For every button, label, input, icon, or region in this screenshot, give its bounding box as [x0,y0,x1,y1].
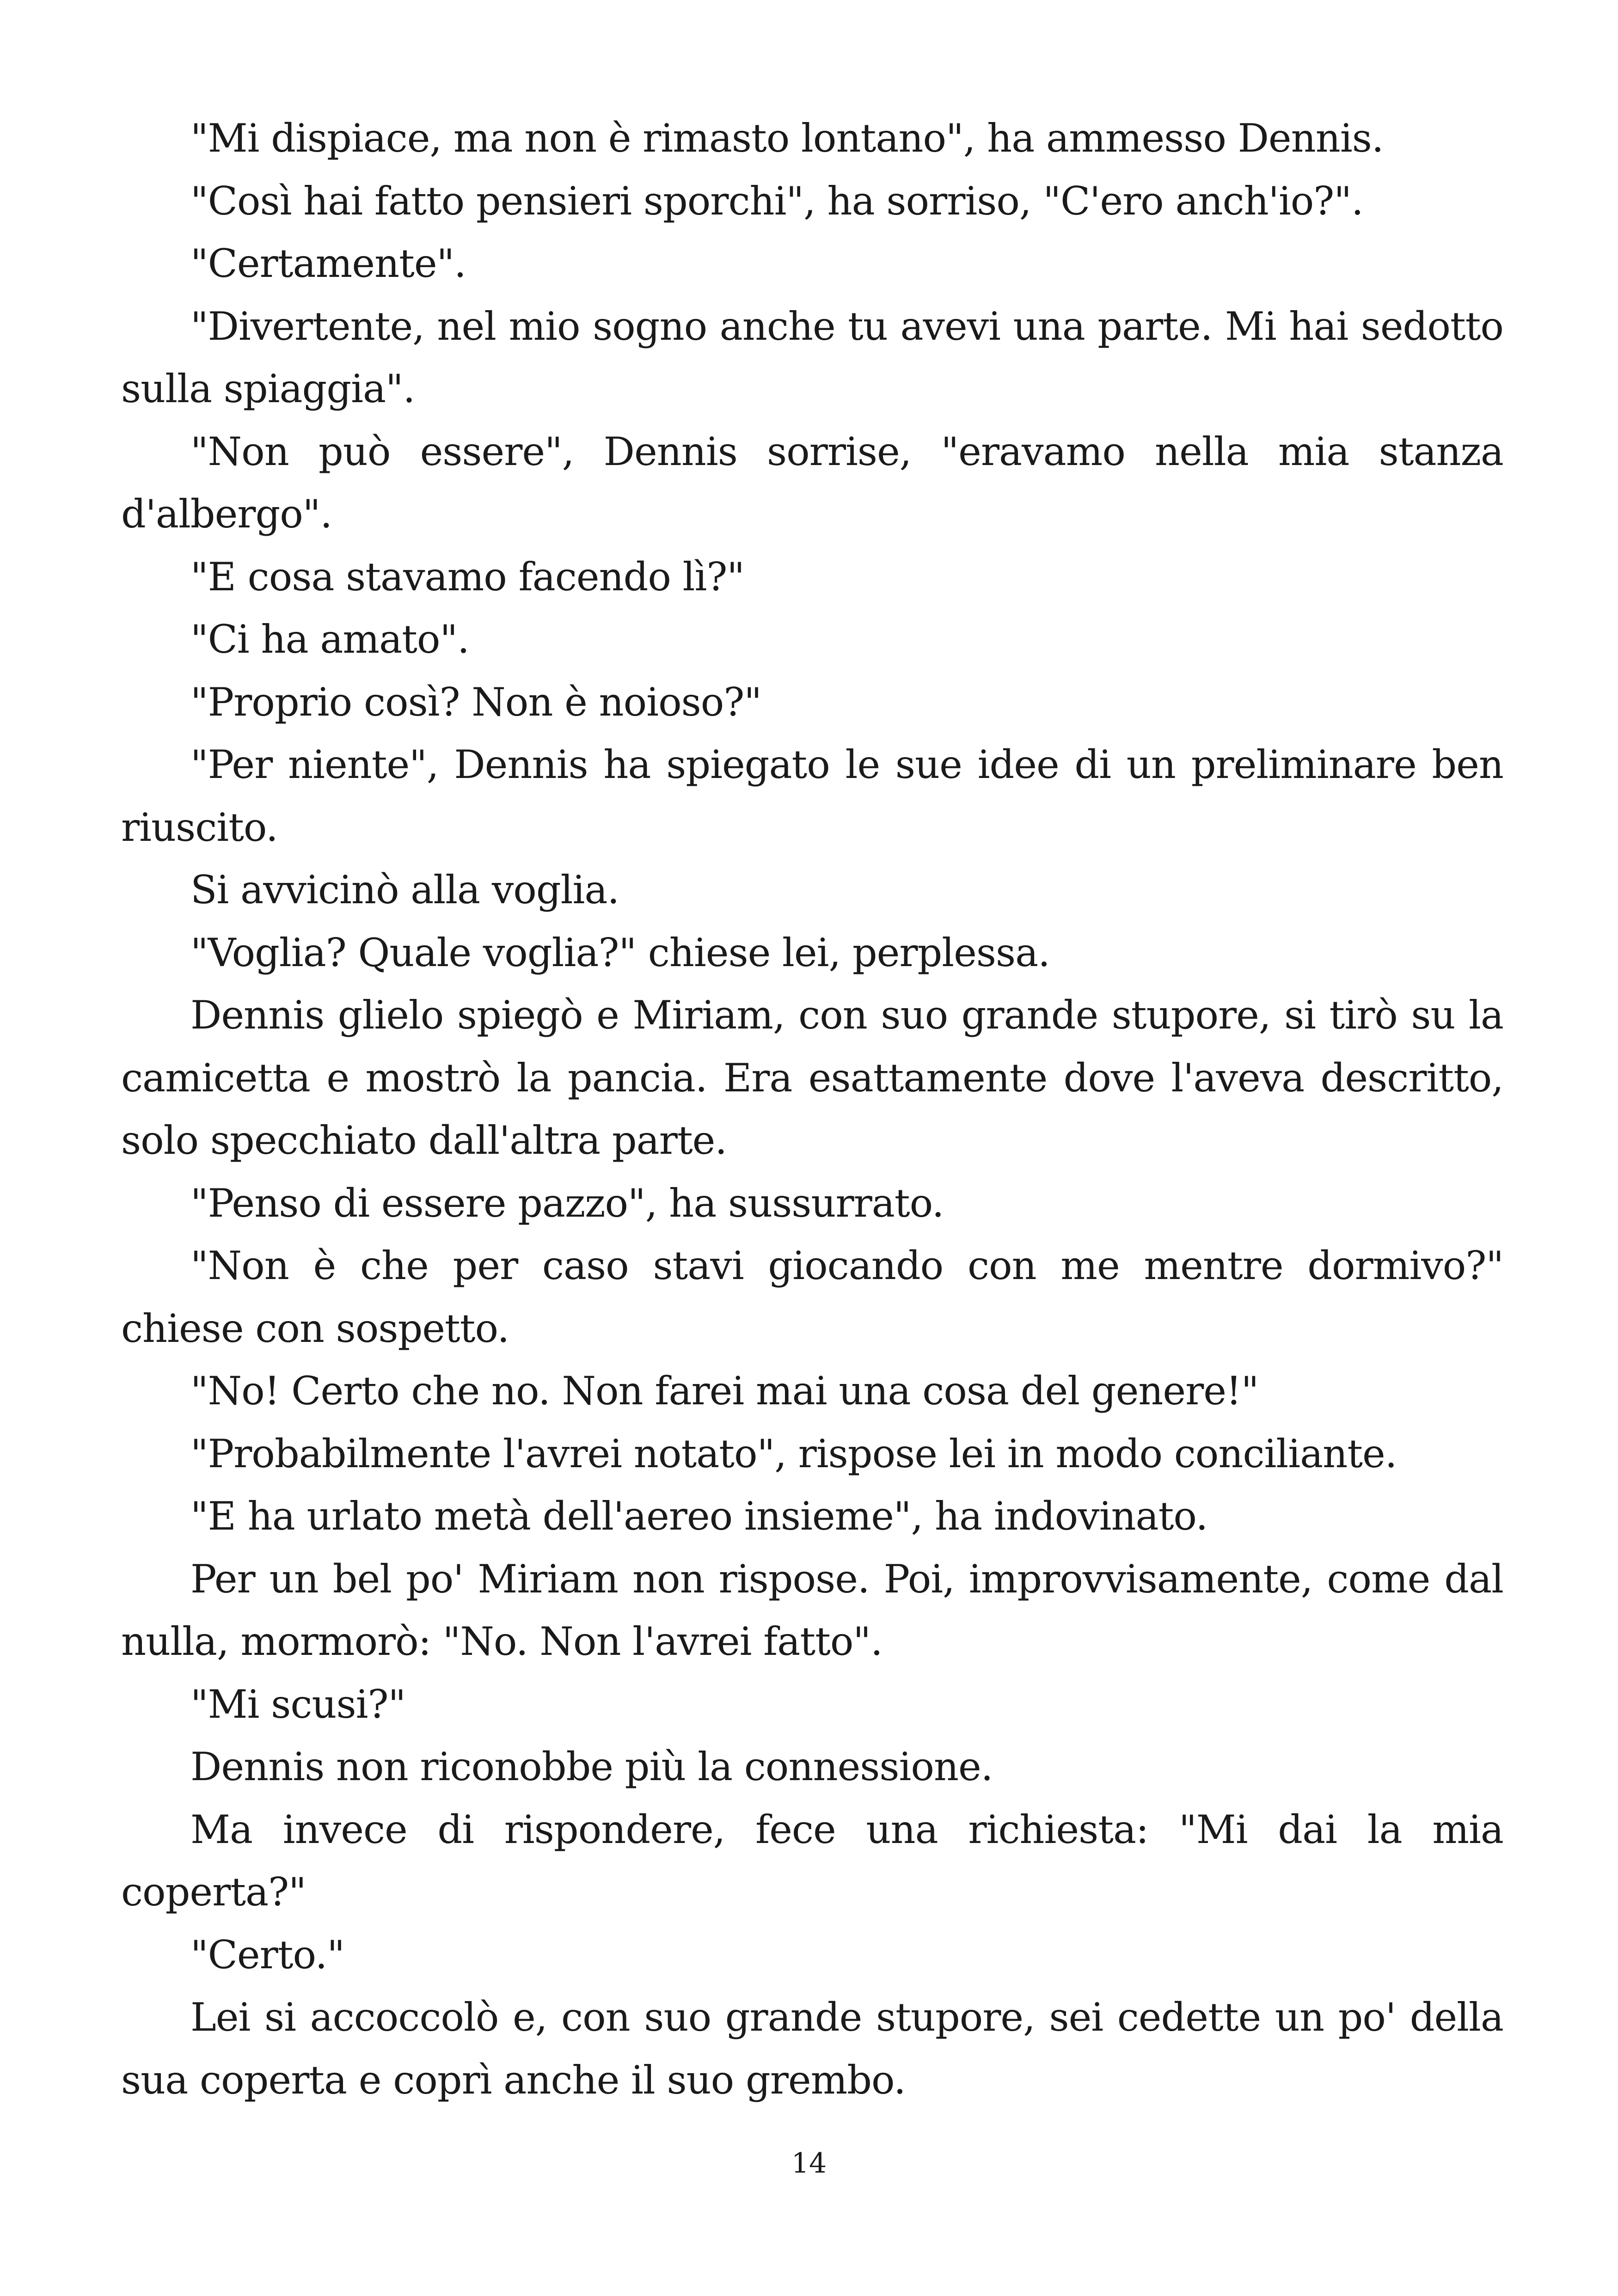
paragraph: "Certo." [190,1932,344,1978]
paragraph: Si avvicinò alla voglia. [190,867,619,912]
paragraph: "Non è che per caso stavi giocando con me mentre dormivo?" chiese con sospetto. [121,1243,1503,1351]
paragraph: "Per niente", Dennis ha spiegato le sue idee di un preliminare ben riuscito. [121,742,1503,850]
paragraph: Lei si accoccolò e, con suo grande stupore, sei cedette un po' della sua coperta e coprì anche il suo grembo. [121,1995,1503,2103]
paragraph: "Penso di essere pazzo", ha sussurrato. [190,1180,944,1226]
paragraph: "Ci ha amato". [190,617,469,662]
paragraph: "Proprio così? Non è noioso?" [190,679,762,725]
paragraph: Per un bel po' Miriam non rispose. Poi, improvvisamente, come dal nulla, mormorò: "No. Non l'avrei fatto". [121,1556,1503,1664]
paragraph: "Così hai fatto pensieri sporchi", ha sorriso, "C'ero anch'io?". [190,178,1363,224]
paragraph: "Voglia? Quale voglia?" chiese lei, perplessa. [190,930,1050,975]
paragraph: "Non può essere", Dennis sorrise, "eravamo nella mia stanza d'albergo". [121,429,1503,537]
paragraph: "E ha urlato metà dell'aereo insieme", ha indovinato. [190,1494,1208,1539]
paragraph: "Mi dispiace, ma non è rimasto lontano", ha ammesso Dennis. [190,116,1384,161]
paragraph: Dennis glielo spiegò e Miriam, con suo grande stupore, si tirò su la camicetta e mostrò la pancia. Era esattamente dove l'aveva descritto, solo specchiato dall'altra parte. [121,992,1503,1163]
paragraph: "Certamente". [190,241,466,286]
page-number: 14 [791,2147,827,2180]
body-text [121,107,1503,2112]
paragraph: Dennis non riconobbe più la connessione. [190,1744,993,1789]
paragraph: Ma invece di rispondere, fece una richiesta: "Mi dai la mia coperta?" [121,1806,1503,1915]
paragraph: "E cosa stavamo facendo lì?" [190,554,745,600]
paragraph: "Probabilmente l'avrei notato", rispose lei in modo conciliante. [190,1431,1397,1476]
paragraph: "Mi scusi?" [190,1681,406,1727]
paragraph: "No! Certo che no. Non farei mai una cosa del genere!" [190,1368,1259,1414]
paragraph: "Divertente, nel mio sogno anche tu avevi una parte. Mi hai sedotto sulla spiaggia". [121,303,1503,411]
